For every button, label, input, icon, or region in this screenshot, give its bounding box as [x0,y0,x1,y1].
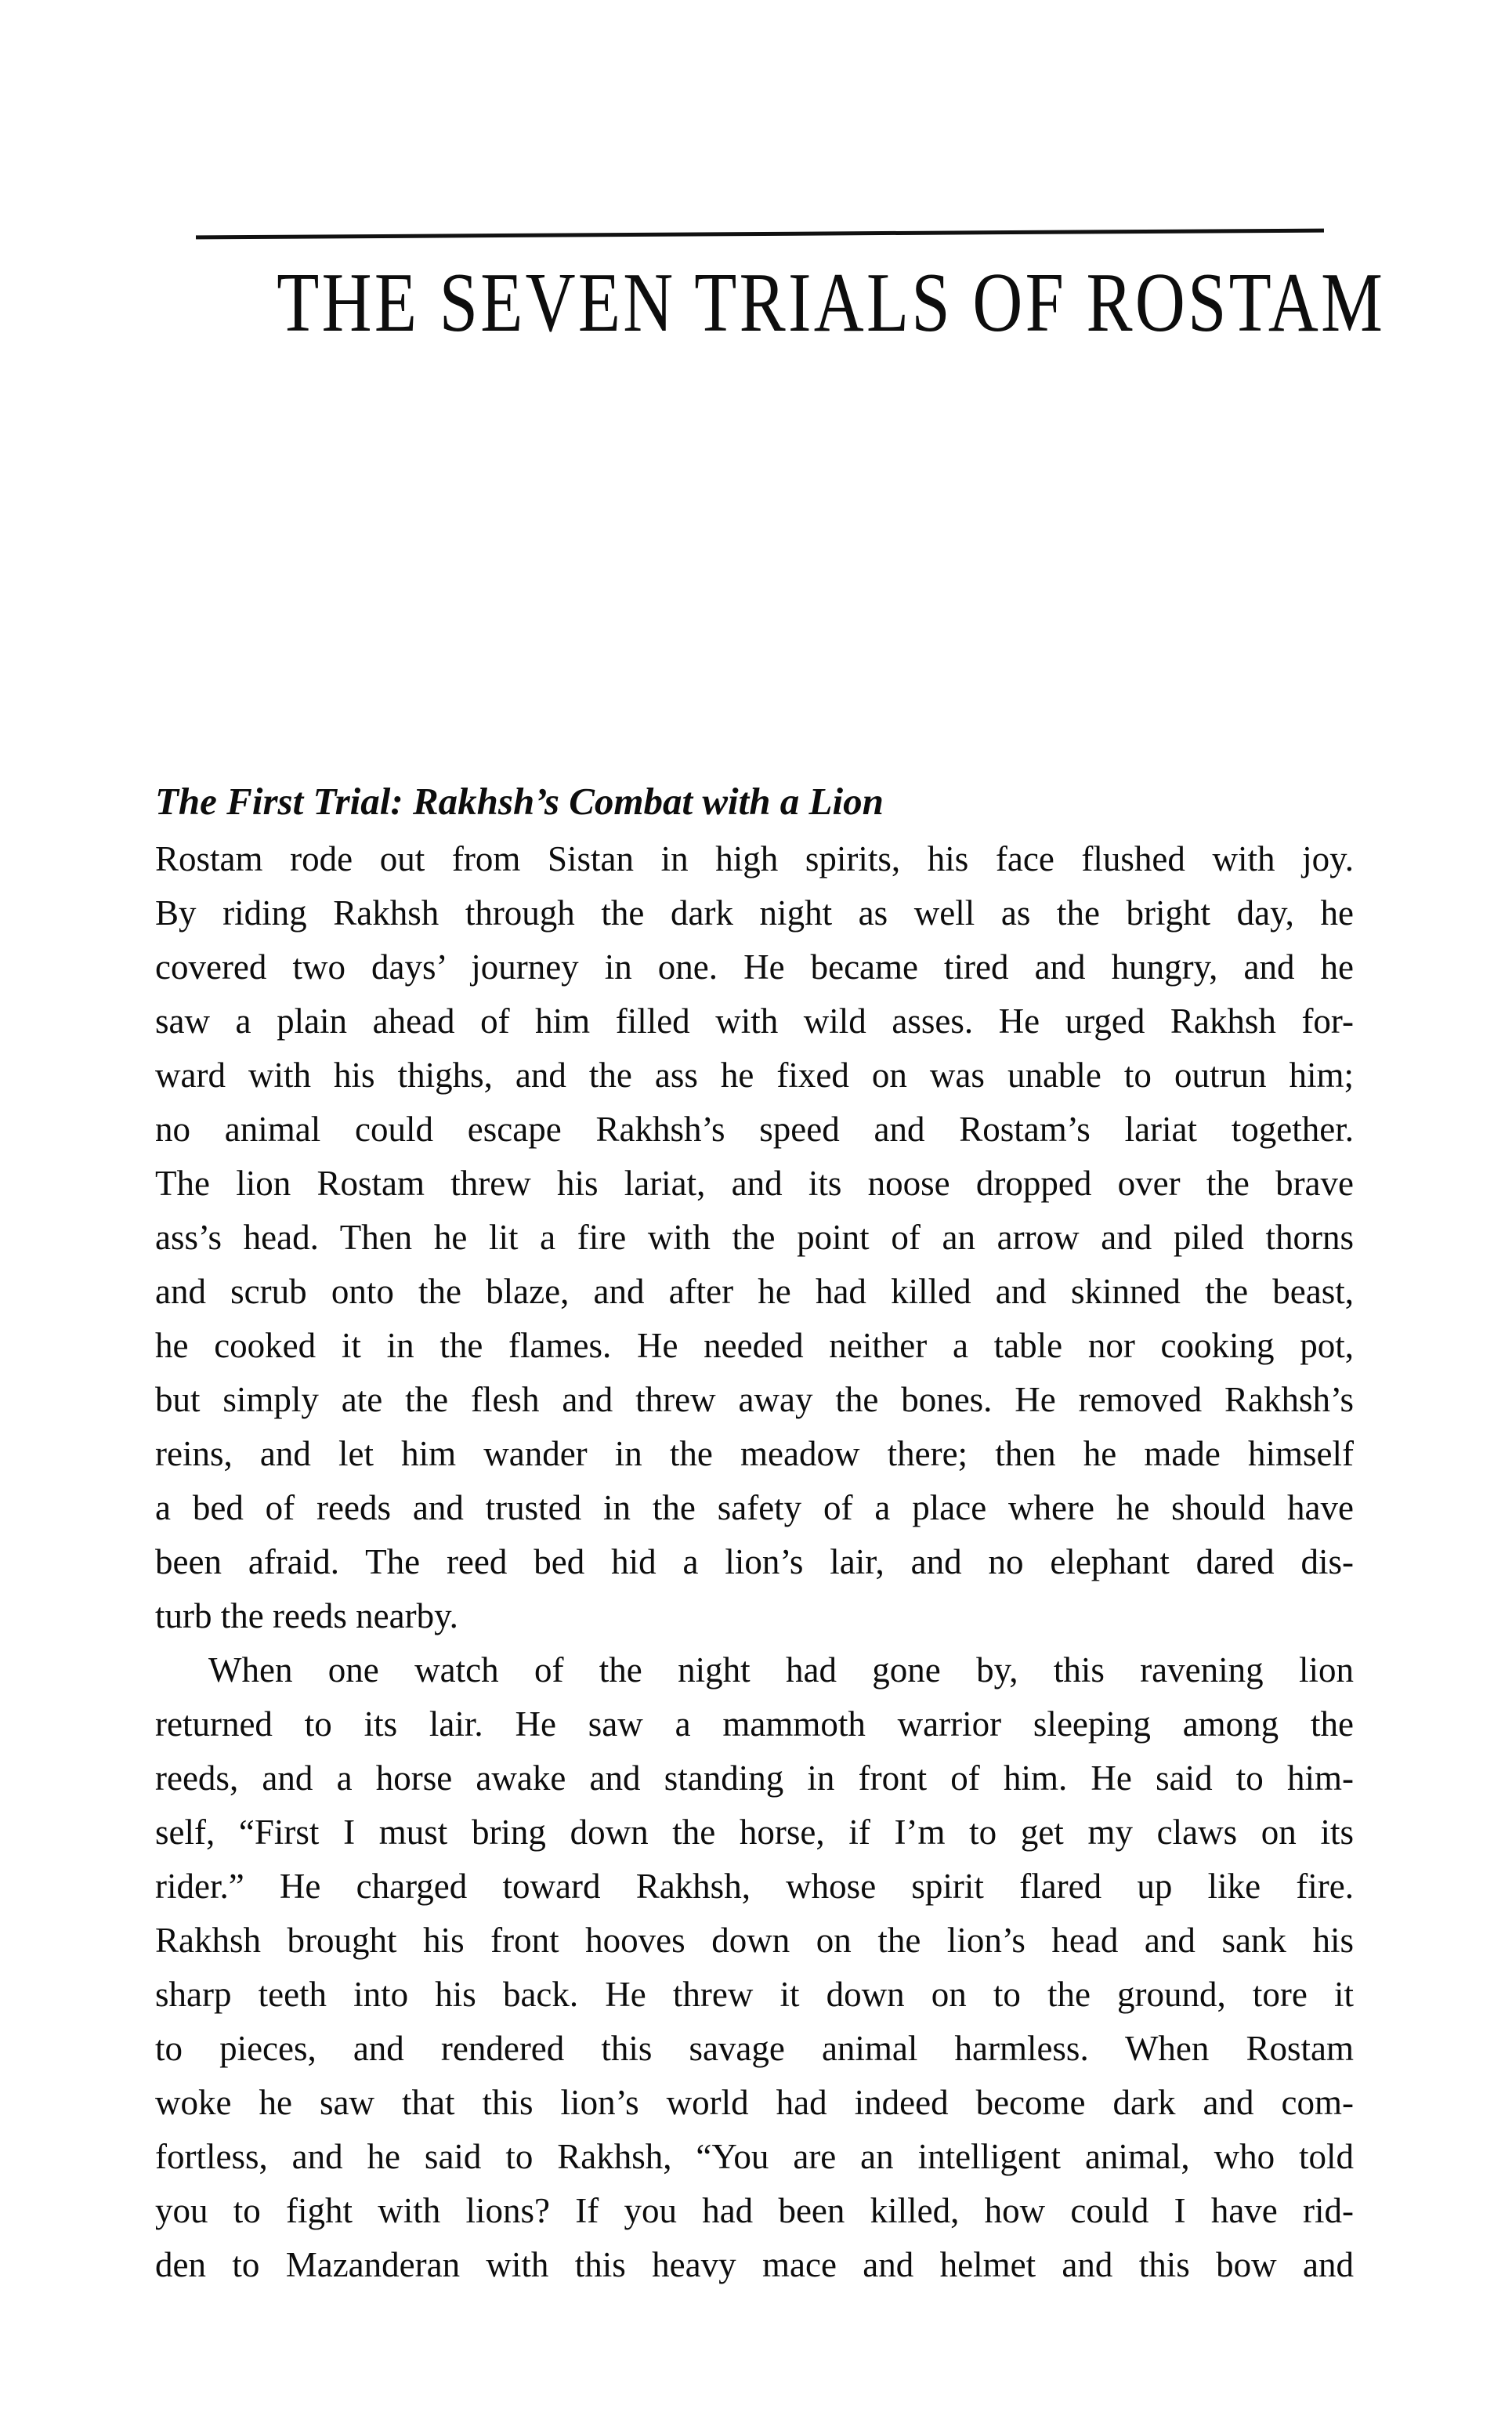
text-line: When one watch of the night had gone by, this ravening lion [208,1650,1354,1690]
chapter-title-text: THE SEVEN TRIALS OF ROSTAM [277,256,1386,350]
text-line: fortless, and he said to Rakhsh, “You are an intelligent animal, who told [155,2137,1354,2176]
text-line: Rostam rode out from Sistan in high spirits, his face flushed with joy. [155,839,1354,878]
text-line: reins, and let him wander in the meadow there; then he made himself [155,1434,1354,1473]
text-line: rider.” He charged toward Rakhsh, whose spirit flared up like fire. [155,1867,1354,1906]
text-line: but simply ate the flesh and threw away the bones. He removed Rakhsh’s [155,1380,1354,1419]
text-line: returned to its lair. He saw a mammoth warrior sleeping among the [155,1704,1354,1744]
body-text [155,832,1354,2292]
text-line: he cooked it in the flames. He needed neither a table nor cooking pot, [155,1326,1354,1365]
text-line: a bed of reeds and trusted in the safety of a place where he should have [155,1488,1354,1527]
text-line: to pieces, and rendered this savage animal harmless. When Rostam [155,2029,1354,2068]
text-line: self, “First I must bring down the horse, if I’m to get my claws on its [155,1813,1354,1852]
text-line: and scrub onto the blaze, and after he had killed and skinned the beast, [155,1272,1354,1311]
text-line: saw a plain ahead of him filled with wild asses. He urged Rakhsh for- [155,1001,1354,1041]
text-line: den to Mazanderan with this heavy mace and helmet and this bow and [155,2245,1354,2284]
text-line: sharp teeth into his back. He threw it down on to the ground, tore it [155,1975,1354,2014]
text-line: been afraid. The reed bed hid a lion’s lair, and no elephant dared dis- [155,1542,1354,1581]
text-line: turb the reeds nearby. [155,1596,458,1635]
text-line: ass’s head. Then he lit a fire with the point of an arrow and piled thorns [155,1218,1354,1257]
text-line: The lion Rostam threw his lariat, and its noose dropped over the brave [155,1164,1354,1203]
chapter-title [155,256,1386,350]
text-line: Rakhsh brought his front hooves down on the lion’s head and sank his [155,1921,1354,1960]
text-line: By riding Rakhsh through the dark night as well as the bright day, he [155,893,1354,933]
text-line: ward with his thighs, and the ass he fixed on was unable to outrun him; [155,1056,1354,1095]
text-line: reeds, and a horse awake and standing in front of him. He said to him- [155,1758,1354,1798]
text-line: covered two days’ journey in one. He became tired and hungry, and he [155,947,1354,987]
text-line: no animal could escape Rakhsh’s speed and Rostam’s lariat together. [155,1110,1354,1149]
text-line: you to fight with lions? If you had been killed, how could I have rid- [155,2191,1354,2230]
text-line: woke he saw that this lion’s world had indeed become dark and com- [155,2083,1354,2122]
chapter-title-rule [196,229,1324,240]
section-heading: The First Trial: Rakhsh’s Combat with a Lion [155,780,884,823]
